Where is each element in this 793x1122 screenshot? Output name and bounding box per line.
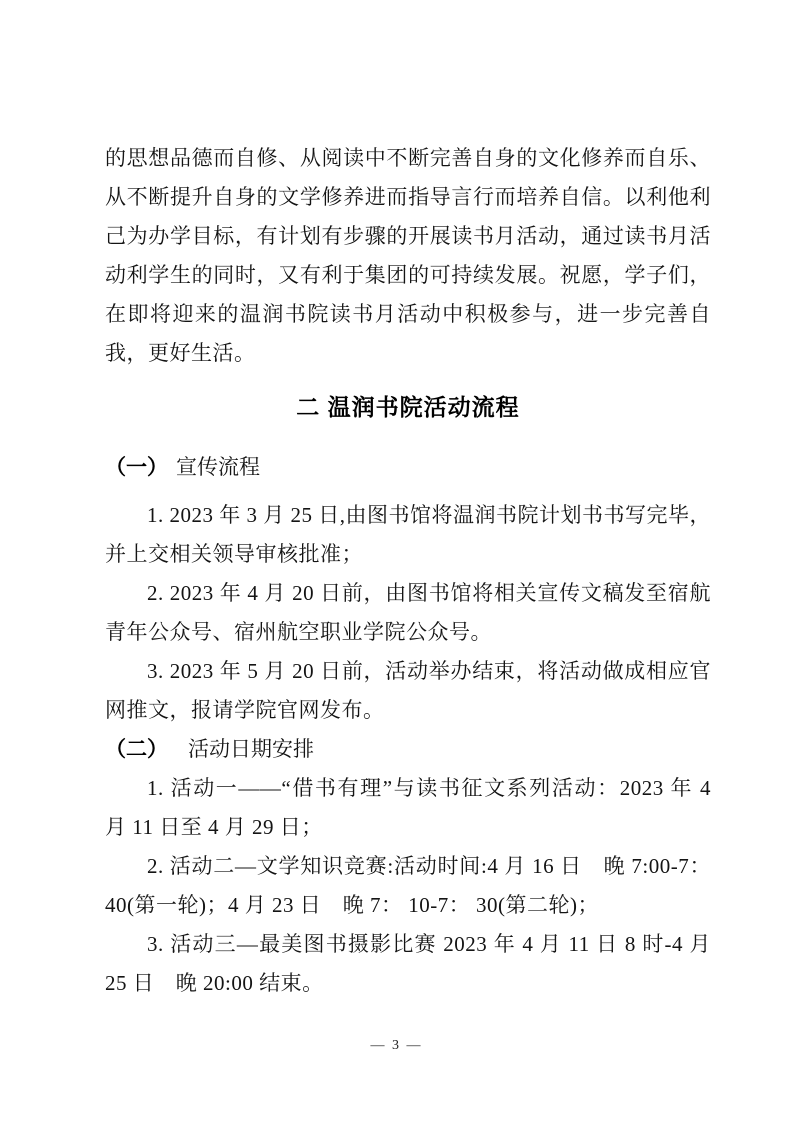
list-item-schedule-3: 3. 活动三—最美图书摄影比赛 2023 年 4 月 11 日 8 时-4 月 25 日 晚 20:00 结束。 xyxy=(105,932,711,995)
list-item-publicity-2: 2. 2023 年 4 月 20 日前，由图书馆将相关宣传文稿发至宿航青年公众号、宿州航空职业学院公众号。 xyxy=(105,581,711,644)
subsection-2-title: 活动日期安排 xyxy=(188,737,314,761)
page-footer xyxy=(0,1036,793,1056)
subsection-1-label: （一） xyxy=(105,456,168,479)
subsection-2-heading xyxy=(105,730,711,769)
list-item-publicity-3: 3. 2023 年 5 月 20 日前，活动举办结束，将活动做成相应官网推文，报请学院官网发布。 xyxy=(105,659,711,722)
subsection-2-label: （二） xyxy=(105,738,168,761)
list-item-publicity-1: 1. 2023 年 3 月 25 日,由图书馆将温润书院计划书书写完毕，并上交相关领导审核批准； xyxy=(105,503,711,566)
list-item-schedule-1: 1. 活动一——“借书有理”与读书征文系列活动：2023 年 4 月 11 日至 4 月 29 日； xyxy=(105,776,711,839)
subsection-1-heading xyxy=(105,448,711,487)
section-heading: 二 温润书院活动流程 xyxy=(296,394,520,420)
document-content xyxy=(105,139,711,1003)
list-item-schedule-2: 2. 活动二—文学知识竞赛:活动时间:4 月 16 日 晚 7:00-7：40(第一轮)；4 月 23 日 晚 7： 10-7： 30(第二轮)； xyxy=(105,854,711,917)
page-number: — 3 — xyxy=(370,1038,423,1053)
intro-paragraph: 的思想品德而自修、从阅读中不断完善自身的文化修养而自乐、从不断提升自身的文学修养进而指导言行而培养自信。以利他利己为办学目标，有计划有步骤的开展读书月活动，通过读书月活动利学生的同时，又有利于集团的可持续发展。祝愿，学子们，在即将迎来的温润书院读书月活动中积极参与，进一步完善自我，更好生活。 xyxy=(105,146,711,365)
subsection-1-title: 宣传流程 xyxy=(176,455,260,479)
